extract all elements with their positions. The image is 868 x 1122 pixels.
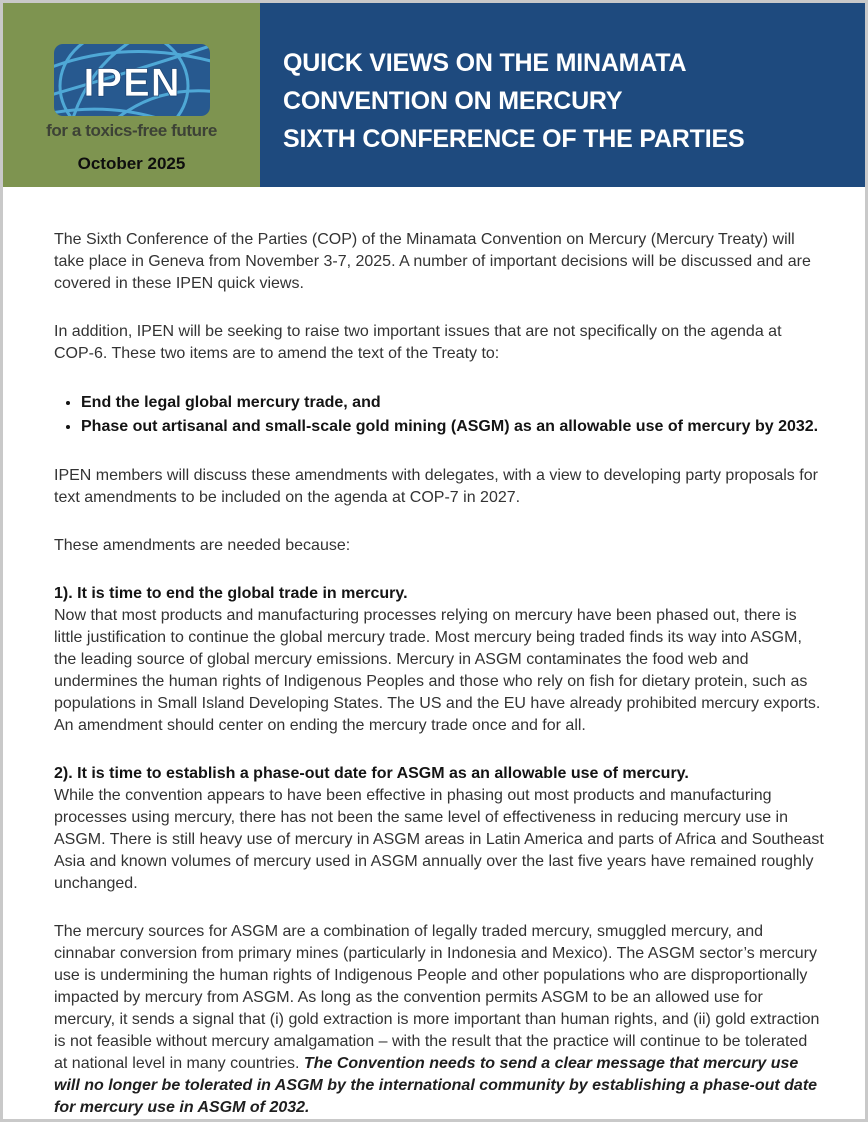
intro-paragraph: The Sixth Conference of the Parties (COP) of the Minamata Convention on Mercury (Mercury Treaty) will take place in Geneva from November 3-7, 2025. A number of important decisions will be discussed and are covered in these IPEN quick views.	[54, 231, 811, 292]
logo-tagline: for a toxics-free future	[46, 121, 217, 140]
title-line-1: QUICK VIEWS ON THE MINAMATA	[283, 49, 687, 77]
section-heading-2: 2). It is time to establish a phase-out date for ASGM as an allowable use of mercury.	[54, 765, 689, 782]
amendment-list	[54, 391, 825, 439]
section-end-mercury-trade	[54, 583, 825, 737]
document-body	[3, 187, 865, 1119]
document-title	[283, 44, 849, 158]
title-line-3: SIXTH CONFERENCE OF THE PARTIES	[283, 125, 745, 153]
closing-text: The mercury sources for ASGM are a combination of legally traded mercury, smuggled mercury, and cinnabar conversion from primary mines (particularly in Indonesia and Mexico). The ASGM sector’s mercury use is undermining the human rights of Indigenous People and other populations who are disproportionally impacted by mercury from ASGM. As long as the convention permits ASGM to be an allowed use for mercury, it sends a signal that (i) gold extraction is more important than human rights, and (ii) gold extraction is not feasible without mercury amalgamation – with the result that the practice will continue to be tolerated at national level in many countries.	[54, 923, 820, 1072]
list-item-end-mercury-trade: • End the legal global mercury trade, and	[81, 391, 825, 415]
lead-in-paragraph: These amendments are needed because:	[54, 537, 351, 554]
members-paragraph: IPEN members will discuss these amendments with delegates, with a view to developing party proposals for text amendments to be included on the agenda at COP-7 in 2027.	[54, 467, 818, 506]
header-title-panel	[260, 3, 865, 187]
agenda-paragraph: In addition, IPEN will be seeking to raise two important issues that are not specifically on the agenda at COP-6. These two items are to amend the text of the Treaty to:	[54, 323, 782, 362]
closing-paragraph	[54, 921, 825, 1119]
section-body-1: Now that most products and manufacturing processes relying on mercury have been phased out, there is little justification to continue the global mercury trade. Most mercury being traded finds its way into ASGM, the leading source of global mercury emissions. Mercury in ASGM contaminates the food web and undermines the human rights of Indigenous Peoples and those who rely on fish for dietary protein, such as populations in Small Island Developing States. The US and the EU have already prohibited mercury exports. An amendment should center on ending the mercury trade once and for all.	[54, 607, 821, 734]
issue-date: October 2025	[77, 154, 186, 173]
ipen-logo	[54, 44, 210, 116]
logo-text: IPEN	[82, 61, 181, 105]
document-header	[3, 3, 865, 187]
closing-emphasis: The Convention needs to send a clear message that mercury use will no longer be tolerated in ASGM by the international community by establishing a phase-out date for mercury use in ASGM of 2032.	[54, 1055, 818, 1116]
section-heading-1: 1). It is time to end the global trade in mercury.	[54, 585, 408, 602]
list-item-phase-out-asgm: • Phase out artisanal and small-scale gold mining (ASGM) as an allowable use of mercury by 2032.	[81, 415, 825, 439]
section-asgm-phase-out-date	[54, 763, 825, 895]
section-body-2: While the convention appears to have been effective in phasing out most products and manufacturing processes using mercury, there has not been the same level of effectiveness in reducing mercury use in ASGM. There is still heavy use of mercury in ASGM areas in Latin America and parts of Africa and Southeast Asia and known volumes of mercury used in ASGM annually over the last five years have remained roughly unchanged.	[54, 787, 824, 892]
title-line-2: CONVENTION ON MERCURY	[283, 87, 623, 115]
header-left-panel	[3, 3, 260, 187]
